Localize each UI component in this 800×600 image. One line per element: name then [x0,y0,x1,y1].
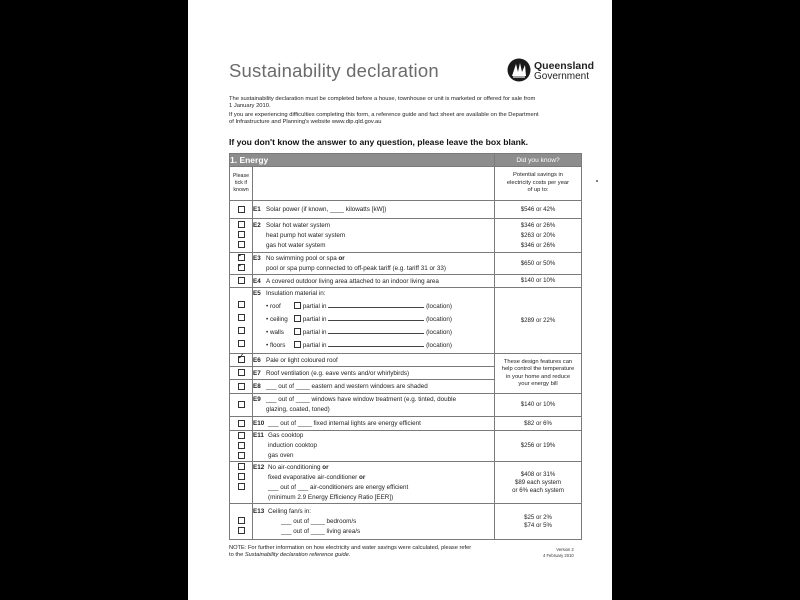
e5-checkbox-ceiling[interactable] [238,314,245,321]
e9-checkbox[interactable] [238,401,245,408]
scan-speck [596,180,598,182]
form-page [188,0,612,600]
tick-header: Please tick if known [230,167,253,201]
e13-checkbox-bedrooms[interactable] [238,517,245,524]
e3-checkbox-no-pool-checked[interactable] [238,254,245,261]
intro-line-2: 1 January 2010. [229,103,271,109]
e5-checkbox-floors[interactable] [238,340,245,347]
coat-of-arms-icon [506,57,532,83]
e12-checkbox-evaporative[interactable] [238,473,245,480]
e5-location-walls[interactable] [328,327,424,334]
e1-checkbox[interactable] [238,206,245,213]
table-row-e5: E5 Insulation material in: • roof partial in (location) • ceiling partial in (location) • walls partial in (location) • floors partial in (location) $289 or 22% [230,288,582,354]
queensland-government-logo [506,57,602,85]
e10-checkbox[interactable] [238,420,245,427]
e5-location-floors[interactable] [328,340,424,347]
e8-checkbox[interactable] [238,383,245,390]
e11-checkbox-gas-cooktop[interactable] [238,432,245,439]
e5-partial-ceiling[interactable] [294,315,301,322]
intro-line-3: If you are experiencing difficulties completing this form, a reference guide and fact sheet are available on the Department [229,112,539,118]
e2-checkbox-solar[interactable] [238,221,245,228]
table-row-e9: E9 ___ out of ____ windows have window treatment (e.g. tinted, double glazing, coated, toned) $140 or 10% [230,394,582,417]
e11-checkbox-induction[interactable] [238,442,245,449]
table-row-e11: E11 Gas cooktop induction cooktop gas oven $256 or 19% [230,431,582,462]
table-row-e4: E4 A covered outdoor living area attached to an indoor living area $140 or 10% [230,275,582,288]
e5-location-ceiling[interactable] [328,314,424,321]
e7-checkbox[interactable] [238,369,245,376]
logo-line-2: Government [534,71,590,82]
savings-header: Potential savings in electricity costs per year of up to: [495,167,582,201]
e6-checkbox-checked[interactable] [238,356,245,363]
energy-table [229,153,582,540]
e5-location-roof[interactable] [328,301,424,308]
e2-checkbox-heat-pump[interactable] [238,231,245,238]
table-row-e2: E2 Solar hot water system heat pump hot water system gas hot water system $346 or 26% $263 or 20% $346 or 26% [230,219,582,253]
footer-note: NOTE: For further information on how electricity and water savings were calculated, please refer to the Sustainability declaration reference guide. [229,545,472,558]
intro-line-1: The sustainability declaration must be completed before a house, townhouse or unit is marketed or offered for sale from [229,96,536,102]
table-row-e7: E7 Roof ventilation (e.g. eave vents and/or whirlybirds) [230,367,582,380]
table-row-e6: ✓ E6 Pale or light coloured roof These design features can help control the temperature in your home and reduce your energy bill [230,354,582,367]
intro-line-4: of Infrastructure and Planning's website www.dip.qld.gov.au [229,119,382,125]
e5-partial-roof[interactable] [294,302,301,309]
e5-partial-walls[interactable] [294,328,301,335]
page-title: Sustainability declaration [229,60,439,81]
e12-checkbox-no-ac[interactable] [238,463,245,470]
design-features-note: These design features can help control the temperature in your home and reduce your energy bill [495,354,582,394]
e1-label: Solar power (if known, ____ kilowatts [kW]) [266,206,387,213]
e5-checkbox-roof[interactable] [238,301,245,308]
table-row-e3: ✓ ✓ E3 No swimming pool or spa or pool or spa pump connected to off-peak tariff (e.g. tariff 31 or 33) $650 or 50% [230,253,582,275]
e2-checkbox-gas[interactable] [238,241,245,248]
section-title: 1. Energy [230,154,495,167]
table-row-e1: E1 Solar power (if known, ____ kilowatts [kW]) $546 or 42% [230,201,582,219]
version-info: Version 2 4 February 2010 [543,547,574,558]
did-you-know-header: Did you know? [495,154,582,167]
e5-checkbox-walls[interactable] [238,327,245,334]
table-row-e10: E10 ___ out of ____ fixed internal lights are energy efficient $82 or 6% [230,417,582,431]
table-row-e12: E12 No air-conditioning or fixed evaporative air-conditioner or ___ out of ___ air-conditioners are energy efficient (minimum 2.9 Energy Efficiency Ratio [EER]) $408 or 31% $89 each system or 6% each system [230,462,582,504]
table-row-e8: E8 ___ out of ____ eastern and western windows are shaded [230,380,582,394]
logo-line-1: Queensland [534,60,595,72]
e12-checkbox-efficient[interactable] [238,483,245,490]
e11-checkbox-gas-oven[interactable] [238,452,245,459]
table-row-e13: E13 Ceiling fan/s in: ___ out of ____ bedroom/s ___ out of ____ living area/s $25 or 2% $74 or 5% [230,504,582,540]
instruction-text: If you don't know the answer to any question, please leave the box blank. [229,137,529,147]
e1-saving: $546 or 42% [495,201,582,219]
e3-checkbox-off-peak-checked[interactable] [238,264,245,271]
e4-checkbox[interactable] [238,277,245,284]
e5-partial-floors[interactable] [294,341,301,348]
e13-checkbox-living[interactable] [238,527,245,534]
